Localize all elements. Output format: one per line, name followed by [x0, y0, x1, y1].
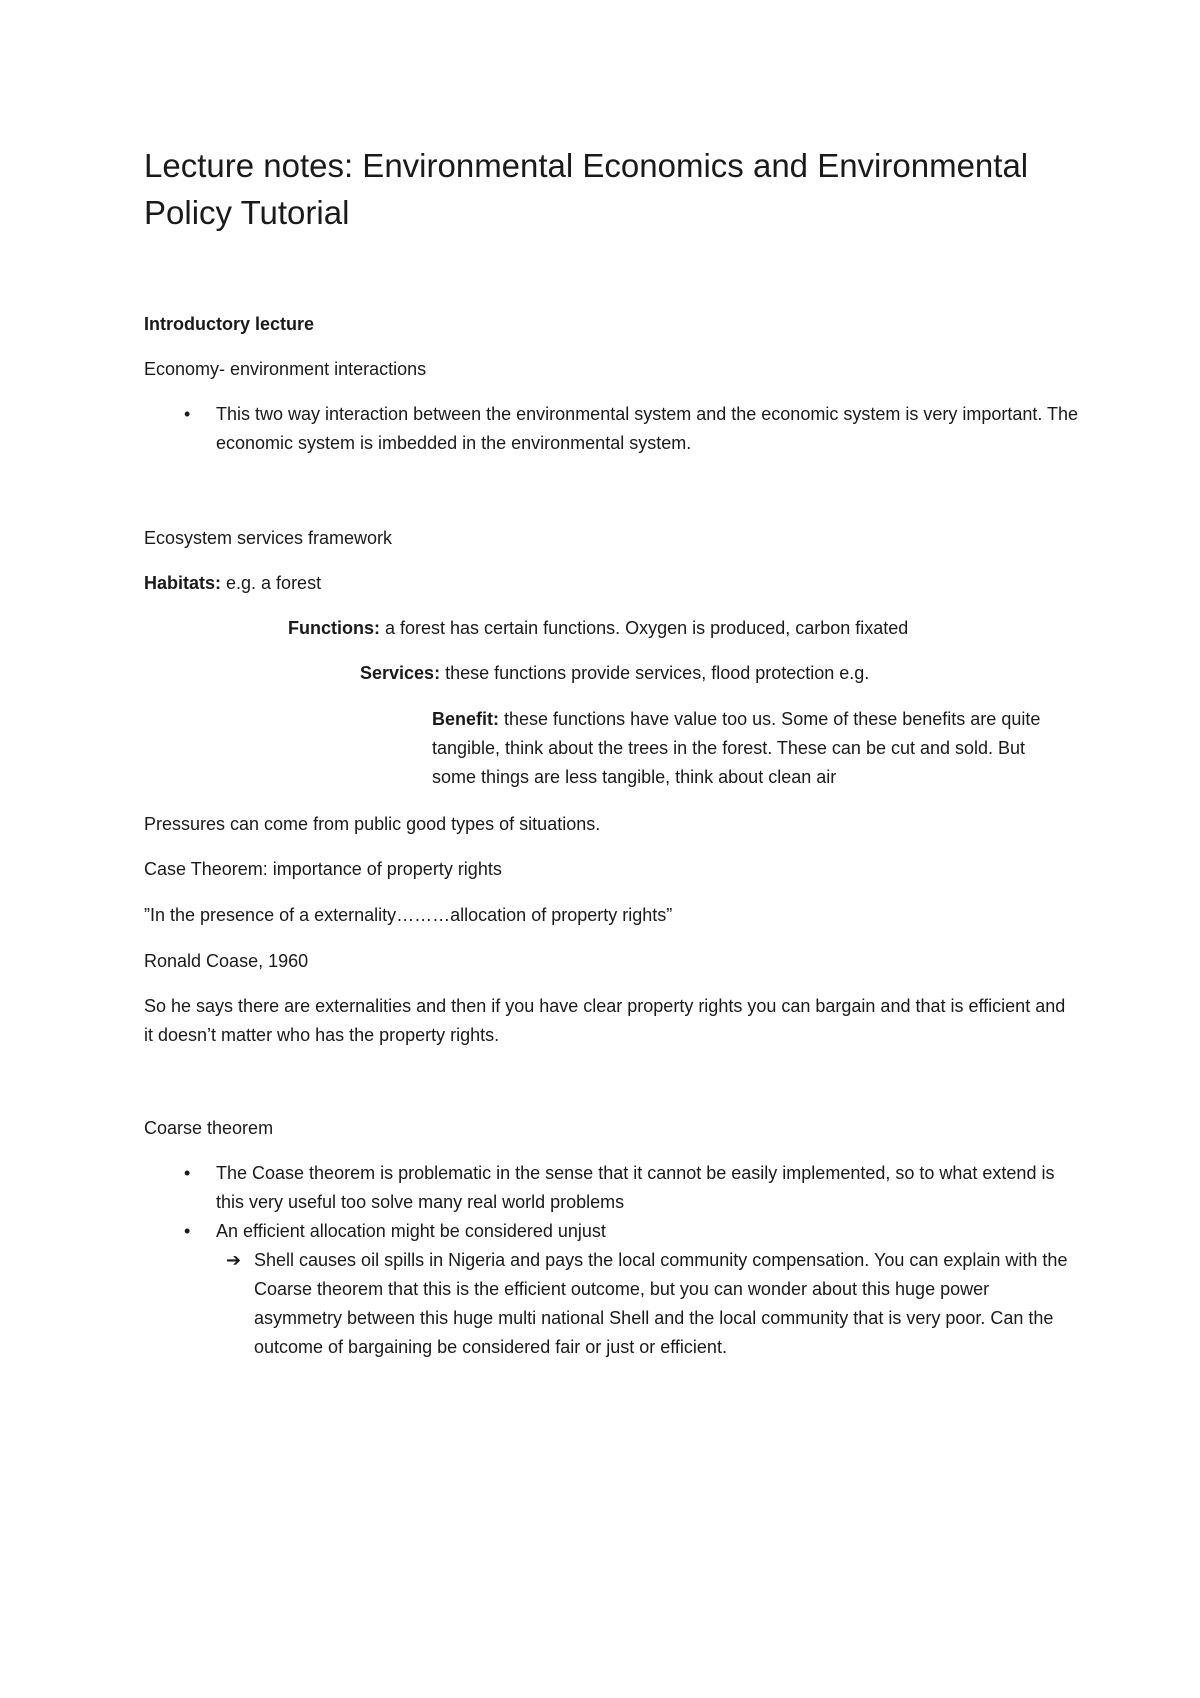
- list-item-problematic: The Coase theorem is problematic in the sense that it cannot be easily implemented, so to what extend is this very useful too solve many real world problems: [216, 1163, 1055, 1212]
- list-item-interaction: This two way interaction between the environmental system and the economic system is very important. The economic system is imbedded in the environmental system.: [216, 404, 1079, 453]
- functions-label: Functions:: [288, 618, 380, 638]
- subheading-economy-environment: Economy- environment interactions: [144, 359, 427, 379]
- habitats-text: e.g. a forest: [221, 573, 322, 593]
- benefit-text: these functions have value too us. Some of these benefits are quite tangible, think about the trees in the forest. These can be cut and sold. But some things are less tangible, think about clean air: [432, 709, 1041, 787]
- functions-text: a forest has certain functions. Oxygen is produced, carbon fixated: [380, 618, 909, 638]
- services-line: [360, 659, 869, 688]
- benefit-label: Benefit:: [432, 709, 499, 729]
- explanation-paragraph: So he says there are externalities and then if you have clear property rights you can bargain and that is efficient and it doesn’t matter who has the property rights.: [144, 996, 1066, 1045]
- habitats-label: Habitats:: [144, 573, 222, 593]
- services-label: Services:: [360, 663, 441, 683]
- arrow-right-icon: ➔: [226, 1250, 242, 1270]
- subheading-coarse-theorem: Coarse theorem: [144, 1118, 274, 1138]
- pressures-line: Pressures can come from public good types of situations.: [144, 814, 601, 834]
- list-item-unjust: An efficient allocation might be considered unjust: [216, 1221, 606, 1241]
- quote-line: ”In the presence of a externality………allocation of property rights”: [144, 905, 673, 925]
- benefit-paragraph: [432, 705, 1072, 792]
- section-heading-introductory: Introductory lecture: [144, 314, 315, 334]
- functions-line: [288, 614, 908, 643]
- services-text: these functions provide services, flood protection e.g.: [440, 663, 870, 683]
- habitats-line: [144, 569, 321, 598]
- list-item-shell-example: Shell causes oil spills in Nigeria and pays the local community compensation. You can explain with the Coarse theorem that this is the efficient outcome, but you can wonder about this huge power asymmetry between this huge multi national Shell and the local community that is very poor. Can the outcome of bargaining be considered fair or just or efficient.: [254, 1250, 1068, 1357]
- bullet-icon: •: [184, 1163, 191, 1183]
- bullet-icon: •: [184, 404, 191, 424]
- case-theorem-line: Case Theorem: importance of property rights: [144, 859, 502, 879]
- citation-line: Ronald Coase, 1960: [144, 951, 309, 971]
- bullet-icon: •: [184, 1221, 191, 1241]
- subheading-ecosystem-services: Ecosystem services framework: [144, 528, 393, 548]
- page-title: Lecture notes: Environmental Economics and Environmental Policy Tutorial: [144, 147, 1029, 231]
